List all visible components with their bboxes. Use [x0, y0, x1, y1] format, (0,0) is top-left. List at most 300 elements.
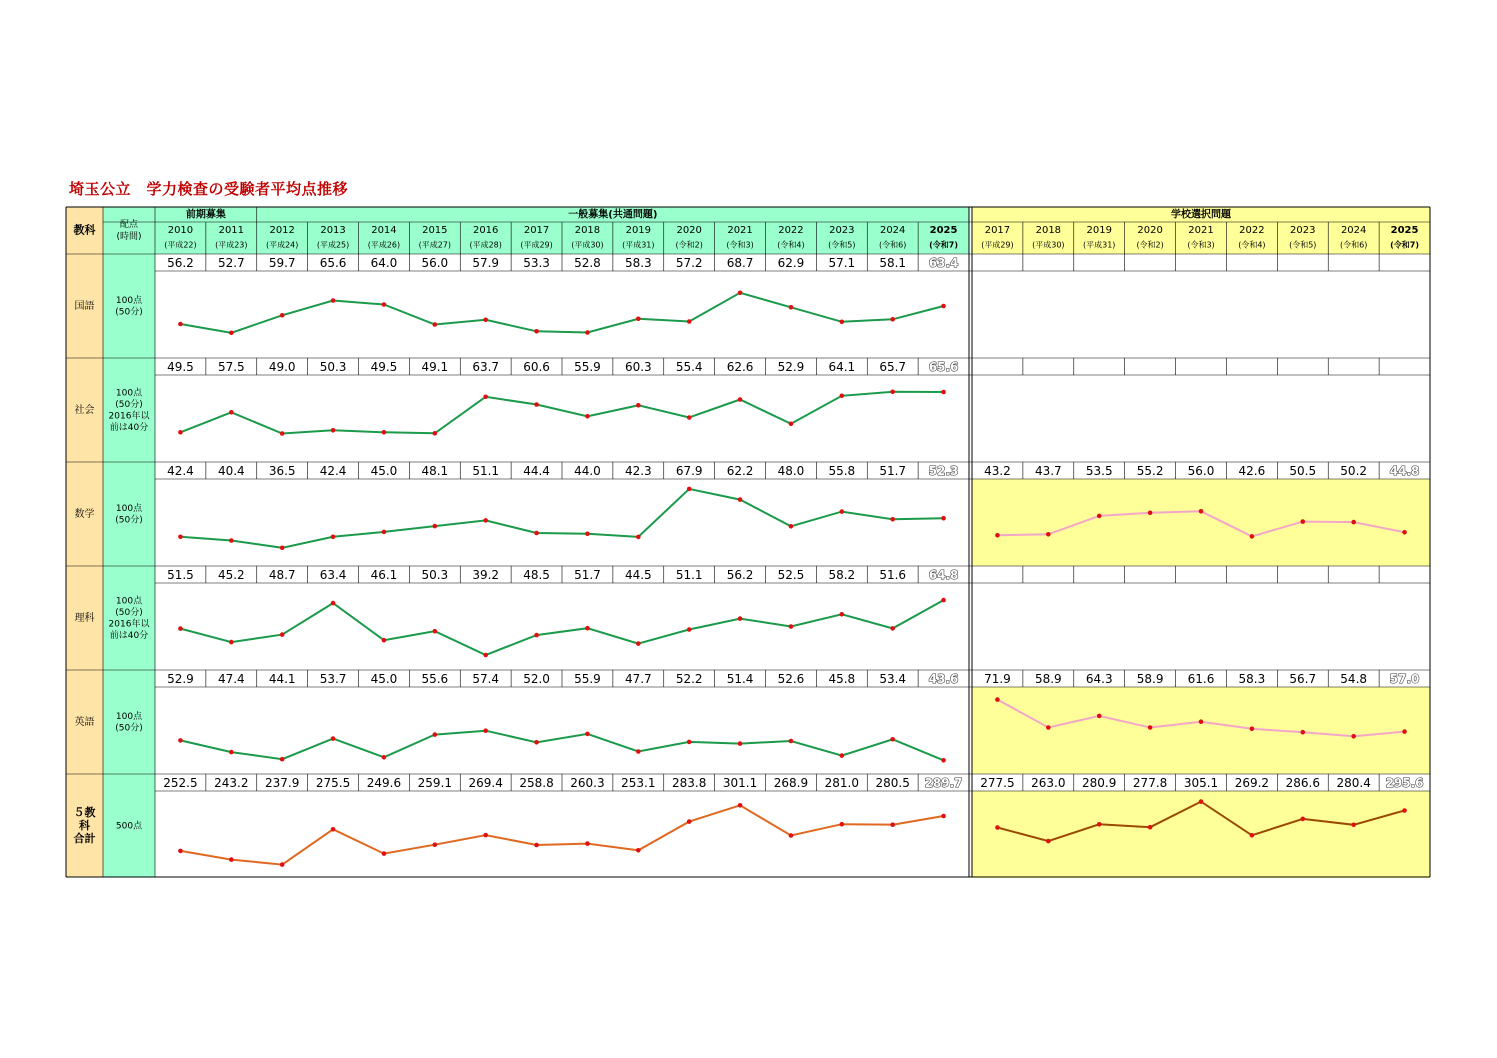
series-line — [180, 731, 943, 761]
series-line — [180, 293, 943, 333]
subject-name: 社会 — [74, 405, 95, 416]
data-point — [840, 612, 845, 617]
data-point — [995, 533, 1000, 538]
data-label: 56.2 — [726, 568, 754, 582]
data-label: 51.7 — [879, 464, 907, 478]
data-point — [636, 641, 641, 646]
series-line — [180, 489, 943, 548]
data-point — [483, 518, 488, 523]
data-point — [1097, 714, 1102, 719]
points-text: 100点 — [115, 711, 143, 722]
data-label: 295.6 — [1385, 776, 1424, 790]
data-point — [1300, 519, 1305, 524]
year-label: 2021 — [1188, 225, 1214, 236]
era-label: (平成28) — [469, 240, 502, 250]
data-label: 42.3 — [624, 464, 652, 478]
data-point — [1199, 719, 1204, 724]
data-label: 57.0 — [1389, 672, 1420, 686]
data-point — [229, 640, 234, 645]
data-label: 55.6 — [421, 672, 449, 686]
data-label: 275.5 — [315, 776, 351, 790]
data-label: 52.9 — [167, 672, 194, 686]
data-point — [840, 394, 845, 399]
data-point — [941, 390, 946, 395]
data-label: 52.0 — [523, 672, 550, 686]
data-label: 53.4 — [879, 672, 907, 686]
series-line — [180, 805, 943, 864]
data-label: 259.1 — [417, 776, 452, 790]
data-point — [840, 509, 845, 514]
data-label: 283.8 — [672, 776, 707, 790]
data-point — [585, 414, 590, 419]
data-label: 42.4 — [167, 464, 194, 478]
data-point — [789, 739, 794, 744]
data-label: 44.1 — [268, 672, 296, 686]
year-label: 2022 — [1239, 225, 1265, 236]
data-label: 45.0 — [370, 464, 398, 478]
data-point — [229, 857, 234, 862]
points-column-bg — [103, 254, 155, 877]
data-label: 260.3 — [570, 776, 605, 790]
data-label: 50.3 — [421, 568, 449, 582]
data-point — [941, 598, 946, 603]
data-point — [738, 397, 743, 402]
era-label: (令和4) — [777, 240, 805, 250]
data-point — [789, 524, 794, 529]
data-point — [789, 624, 794, 629]
page-title: 埼玉公立 学力検査の受験者平均点推移 — [69, 180, 349, 198]
header-group-gakko: 学校選択問題 — [1171, 209, 1231, 221]
data-label: 52.3 — [928, 464, 959, 478]
data-label: 39.2 — [472, 568, 500, 582]
data-point — [433, 431, 438, 436]
header-group-ippan: 一般募集(共通問題) — [568, 209, 658, 221]
era-label: (令和6) — [879, 240, 907, 250]
data-point — [534, 843, 539, 848]
era-label: (平成23) — [215, 240, 248, 250]
subject-name: 合計 — [73, 832, 96, 845]
data-label: 63.4 — [319, 568, 347, 582]
data-point — [229, 750, 234, 755]
year-label: 2018 — [1035, 225, 1062, 236]
data-point — [178, 535, 183, 540]
era-label: (平成29) — [981, 240, 1014, 250]
era-label: (平成25) — [316, 240, 350, 250]
data-point — [636, 403, 641, 408]
data-point — [534, 633, 539, 638]
era-label: (平成22) — [164, 240, 197, 250]
data-label: 55.8 — [828, 464, 856, 478]
data-point — [1148, 825, 1153, 830]
select-plot-bg — [972, 687, 1430, 774]
points-text: 2016年以 — [108, 411, 150, 422]
data-point — [789, 305, 794, 310]
data-label: 52.5 — [777, 568, 805, 582]
data-point — [995, 825, 1000, 830]
data-label: 71.9 — [984, 672, 1011, 686]
data-label: 49.5 — [167, 360, 194, 374]
data-point — [687, 819, 692, 824]
points-text: (50分) — [115, 399, 143, 410]
data-label: 46.1 — [370, 568, 398, 582]
subject-name: 数学 — [74, 509, 95, 520]
data-label: 49.0 — [268, 360, 296, 374]
era-label: (平成30) — [571, 240, 604, 250]
data-point — [890, 737, 895, 742]
data-point — [1402, 530, 1407, 535]
year-label: 2017 — [523, 225, 550, 236]
year-label: 2015 — [422, 225, 448, 236]
select-plot-bg — [972, 479, 1430, 566]
year-label: 2020 — [1137, 225, 1163, 236]
data-label: 55.2 — [1136, 464, 1164, 478]
data-point — [534, 329, 539, 334]
data-label: 55.9 — [574, 672, 601, 686]
data-label: 51.1 — [472, 464, 500, 478]
data-point — [382, 430, 387, 435]
data-label: 65.7 — [879, 360, 907, 374]
era-label: (平成24) — [265, 240, 299, 250]
data-point — [483, 833, 488, 838]
data-label: 56.7 — [1289, 672, 1317, 686]
era-label: (令和2) — [675, 240, 703, 250]
data-point — [636, 848, 641, 853]
data-label: 58.3 — [624, 256, 652, 270]
points-text: (50分) — [115, 607, 143, 618]
data-label: 237.9 — [265, 776, 300, 790]
data-point — [738, 803, 743, 808]
data-label: 57.4 — [472, 672, 500, 686]
data-label: 60.6 — [523, 360, 550, 374]
data-label: 47.7 — [624, 672, 652, 686]
era-label: (平成30) — [1032, 240, 1065, 250]
year-label: 2012 — [269, 225, 295, 236]
header-points: 配点 — [119, 220, 139, 230]
data-label: 57.5 — [217, 360, 245, 374]
data-label: 49.1 — [421, 360, 449, 374]
era-label: (令和7) — [1390, 240, 1420, 250]
year-label: 2021 — [727, 225, 753, 236]
data-point — [636, 317, 641, 322]
data-point — [382, 638, 387, 643]
data-point — [585, 532, 590, 537]
data-point — [229, 331, 234, 336]
year-label: 2025 — [929, 225, 958, 236]
data-point — [178, 626, 183, 631]
data-label: 40.4 — [217, 464, 245, 478]
data-label: 58.1 — [879, 256, 907, 270]
data-point — [636, 749, 641, 754]
data-point — [280, 431, 285, 436]
data-label: 60.3 — [624, 360, 652, 374]
data-point — [1351, 823, 1356, 828]
header-points-time: (時間) — [116, 232, 142, 242]
year-label: 2024 — [1340, 225, 1367, 236]
data-label: 42.4 — [319, 464, 347, 478]
data-point — [890, 626, 895, 631]
year-label: 2019 — [625, 225, 652, 236]
era-label: (令和7) — [929, 240, 959, 250]
data-point — [178, 849, 183, 854]
data-label: 243.2 — [214, 776, 249, 790]
data-point — [890, 317, 895, 322]
data-label: 49.5 — [370, 360, 398, 374]
data-point — [585, 626, 590, 631]
data-label: 57.1 — [828, 256, 856, 270]
data-label: 269.4 — [468, 776, 503, 790]
era-label: (平成31) — [622, 240, 655, 250]
year-label: 2011 — [218, 225, 245, 236]
series-line — [180, 600, 943, 655]
data-label: 48.1 — [421, 464, 449, 478]
data-point — [483, 653, 488, 658]
year-label: 2013 — [320, 225, 346, 236]
data-point — [840, 320, 845, 325]
subject-name: 国語 — [74, 301, 95, 312]
series-line — [180, 392, 943, 434]
data-label: 61.6 — [1187, 672, 1215, 686]
data-point — [1097, 514, 1102, 519]
data-point — [789, 833, 794, 838]
data-point — [840, 753, 845, 758]
points-text: 100点 — [115, 295, 143, 306]
data-label: 63.7 — [472, 360, 500, 374]
data-label: 286.6 — [1285, 776, 1320, 790]
data-point — [280, 313, 285, 318]
data-label: 50.2 — [1340, 464, 1368, 478]
data-point — [941, 758, 946, 763]
year-label: 2014 — [371, 225, 397, 236]
points-text: (50分) — [115, 723, 143, 734]
year-label: 2019 — [1086, 225, 1112, 236]
data-label: 55.4 — [675, 360, 703, 374]
data-point — [890, 517, 895, 522]
data-label: 65.6 — [928, 360, 959, 374]
data-label: 64.8 — [928, 568, 959, 582]
data-label: 253.1 — [621, 776, 656, 790]
era-label: (平成31) — [1083, 240, 1116, 250]
era-label: (令和4) — [1238, 240, 1266, 250]
points-text: (50分) — [115, 307, 143, 318]
data-label: 67.9 — [675, 464, 703, 478]
data-label: 51.7 — [574, 568, 601, 582]
subject-name: 科 — [79, 819, 90, 832]
subject-name: ５教 — [73, 806, 96, 819]
year-label: 2010 — [167, 225, 194, 236]
data-point — [331, 535, 336, 540]
data-label: 62.6 — [726, 360, 754, 374]
data-point — [738, 616, 743, 621]
data-point — [941, 304, 946, 309]
data-label: 44.4 — [523, 464, 550, 478]
subject-name: 英語 — [74, 717, 95, 728]
data-point — [433, 629, 438, 634]
data-label: 57.9 — [472, 256, 500, 270]
data-point — [687, 487, 692, 492]
data-point — [1046, 725, 1051, 730]
data-label: 47.4 — [217, 672, 245, 686]
era-label: (平成27) — [418, 240, 452, 250]
data-point — [382, 851, 387, 856]
year-label: 2025 — [1390, 225, 1419, 236]
data-label: 280.5 — [875, 776, 910, 790]
data-point — [1148, 511, 1153, 516]
data-point — [483, 318, 488, 323]
data-label: 63.4 — [928, 256, 959, 270]
select-plot-bg — [972, 791, 1430, 878]
data-label: 277.8 — [1132, 776, 1168, 790]
data-label: 51.5 — [167, 568, 194, 582]
data-label: 249.6 — [366, 776, 402, 790]
data-point — [941, 814, 946, 819]
year-label: 2023 — [1290, 225, 1316, 236]
data-point — [738, 291, 743, 296]
data-label: 51.6 — [879, 568, 907, 582]
data-label: 43.7 — [1034, 464, 1062, 478]
data-label: 280.9 — [1082, 776, 1117, 790]
data-point — [280, 862, 285, 867]
data-point — [585, 330, 590, 335]
era-label: (令和6) — [1339, 240, 1368, 250]
data-label: 48.7 — [268, 568, 296, 582]
data-point — [280, 757, 285, 762]
data-point — [1351, 520, 1356, 525]
data-point — [585, 732, 590, 737]
points-text: 100点 — [115, 388, 143, 399]
data-point — [738, 741, 743, 746]
data-point — [331, 428, 336, 433]
data-point — [995, 697, 1000, 702]
year-label: 2023 — [829, 225, 855, 236]
data-label: 58.9 — [1136, 672, 1164, 686]
data-point — [229, 410, 234, 415]
data-label: 56.0 — [421, 256, 449, 270]
data-label: 43.2 — [984, 464, 1011, 478]
data-label: 301.1 — [722, 776, 758, 790]
data-label: 64.1 — [828, 360, 856, 374]
data-label: 56.2 — [167, 256, 194, 270]
data-label: 268.9 — [773, 776, 809, 790]
data-label: 280.4 — [1336, 776, 1371, 790]
data-label: 65.6 — [319, 256, 347, 270]
data-point — [1250, 534, 1255, 539]
data-label: 58.3 — [1238, 672, 1266, 686]
subject-name: 理科 — [74, 613, 95, 624]
data-point — [433, 524, 438, 529]
data-label: 52.2 — [675, 672, 703, 686]
data-label: 62.2 — [726, 464, 754, 478]
data-point — [1097, 822, 1102, 827]
data-label: 44.5 — [624, 568, 652, 582]
data-label: 56.0 — [1187, 464, 1215, 478]
era-label: (令和3) — [1187, 240, 1215, 250]
data-label: 42.6 — [1238, 464, 1266, 478]
data-label: 52.9 — [777, 360, 805, 374]
data-label: 53.7 — [319, 672, 347, 686]
data-point — [534, 402, 539, 407]
year-label: 2020 — [676, 225, 702, 236]
data-point — [1351, 734, 1356, 739]
data-point — [433, 322, 438, 327]
data-point — [1300, 730, 1305, 735]
data-label: 48.5 — [523, 568, 550, 582]
era-label: (平成26) — [367, 240, 401, 250]
data-label: 64.0 — [370, 256, 398, 270]
data-label: 58.9 — [1034, 672, 1062, 686]
year-label: 2024 — [879, 225, 906, 236]
data-label: 45.2 — [217, 568, 245, 582]
data-point — [1402, 808, 1407, 813]
data-label: 269.2 — [1234, 776, 1270, 790]
data-label: 62.9 — [777, 256, 805, 270]
year-label: 2016 — [472, 225, 499, 236]
data-label: 281.0 — [824, 776, 859, 790]
data-point — [1199, 509, 1204, 514]
data-label: 289.7 — [924, 776, 963, 790]
data-point — [382, 302, 387, 307]
data-label: 52.7 — [217, 256, 245, 270]
points-text: (50分) — [115, 515, 143, 526]
header-group-zenki: 前期募集 — [185, 209, 226, 221]
header-subject: 教科 — [73, 223, 96, 237]
year-label: 2018 — [574, 225, 601, 236]
points-text: 前は40分 — [109, 630, 149, 641]
data-point — [840, 822, 845, 827]
data-label: 64.3 — [1085, 672, 1113, 686]
points-text: 100点 — [115, 596, 143, 607]
data-point — [789, 422, 794, 427]
data-point — [483, 395, 488, 400]
data-point — [636, 535, 641, 540]
data-label: 50.5 — [1289, 464, 1317, 478]
data-point — [382, 530, 387, 535]
data-point — [280, 632, 285, 637]
data-point — [331, 736, 336, 741]
data-point — [280, 546, 285, 551]
era-label: (平成29) — [520, 240, 553, 250]
data-point — [1250, 727, 1255, 732]
era-label: (令和2) — [1136, 240, 1164, 250]
data-point — [178, 738, 183, 743]
data-point — [1046, 532, 1051, 537]
data-point — [483, 728, 488, 733]
data-point — [941, 516, 946, 521]
data-point — [1300, 817, 1305, 822]
data-point — [738, 497, 743, 502]
data-point — [534, 740, 539, 745]
data-label: 52.8 — [574, 256, 601, 270]
data-label: 48.0 — [777, 464, 805, 478]
data-label: 252.5 — [163, 776, 198, 790]
data-label: 44.0 — [574, 464, 601, 478]
data-label: 54.8 — [1340, 672, 1368, 686]
data-point — [433, 842, 438, 847]
data-point — [687, 319, 692, 324]
data-point — [534, 531, 539, 536]
data-label: 44.8 — [1389, 464, 1420, 478]
data-label: 53.3 — [523, 256, 550, 270]
data-point — [229, 538, 234, 543]
data-point — [687, 627, 692, 632]
data-label: 50.3 — [319, 360, 347, 374]
year-label: 2022 — [778, 225, 804, 236]
data-point — [178, 430, 183, 435]
era-label: (令和5) — [1289, 240, 1317, 250]
data-label: 277.5 — [980, 776, 1015, 790]
data-point — [1148, 725, 1153, 730]
points-text: 100点 — [115, 503, 143, 514]
data-label: 58.2 — [828, 568, 856, 582]
